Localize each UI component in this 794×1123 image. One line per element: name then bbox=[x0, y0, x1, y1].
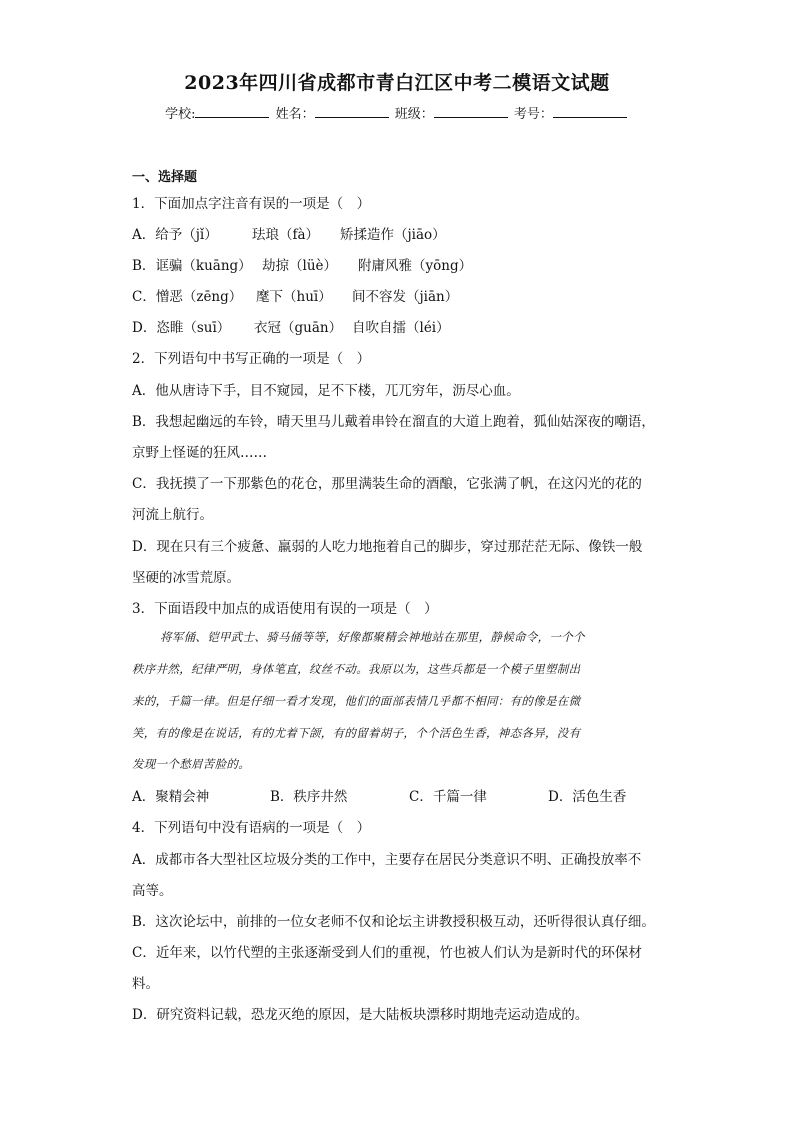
q3-options bbox=[132, 785, 626, 805]
q4-option-a-line1: A．成都市各大型社区垃圾分类的工作中，主要存在居民分类意识不明、正确投放率不 bbox=[132, 852, 642, 868]
q3-option-a: A．聚精会神 bbox=[132, 789, 210, 805]
q1-b-word2: 劫掠（lüè） bbox=[262, 258, 338, 274]
q2-option-c-line2: 河流上航行。 bbox=[132, 507, 213, 523]
q4-option-d: D．研究资料记载，恐龙灭绝的原因，是大陆板块漂移时期地壳运动造成的。 bbox=[132, 1007, 589, 1023]
q1-option-a bbox=[132, 223, 446, 243]
q3-passage-line2: 秩序井然，纪律严明，身体笔直，纹丝不动。我原以为，这些兵都是一个模子里塑制出 bbox=[132, 662, 581, 676]
q4-option-a-line2: 高等。 bbox=[132, 883, 173, 899]
q1-a-word2: 珐琅（fà） bbox=[252, 227, 320, 243]
q1-d-word3: 自吹自擂（léi） bbox=[352, 320, 450, 336]
q2-option-b-line1: B．我想起幽远的车铃，晴天里马儿戴着串铃在溜直的大道上跑着，狐仙姑深夜的嘲语， bbox=[132, 414, 655, 430]
class-blank[interactable] bbox=[434, 105, 508, 118]
q2-option-c-line1: C．我抚摸了一下那紫色的花仓，那里满装生命的酒酿，它张满了帆，在这闪光的花的 bbox=[132, 476, 642, 492]
q3-passage-line3: 来的，千篇一律。但是仔细一看才发现，他们的面部表情几乎都不相同：有的像是在微 bbox=[132, 694, 581, 708]
q1-a-word1: A．给予（jǐ） bbox=[132, 227, 218, 243]
q1-option-c bbox=[132, 285, 458, 305]
q2-option-a: A．他从唐诗下手，目不窥园，足不下楼，兀兀穷年，沥尽心血。 bbox=[132, 383, 520, 399]
q1-stem: 1．下面加点字注音有误的一项是（ ） bbox=[132, 196, 371, 212]
q4-stem: 4．下列语句中没有语病的一项是（ ） bbox=[132, 820, 371, 836]
student-info-row bbox=[0, 103, 794, 122]
number-label: 考号： bbox=[513, 107, 553, 122]
q1-c-word1: C．憎恶（zēng） bbox=[132, 289, 243, 305]
number-blank[interactable] bbox=[553, 105, 627, 118]
q2-stem: 2．下列语句中书写正确的一项是（ ） bbox=[132, 351, 371, 367]
q1-b-word3: 附庸风雅（yōng） bbox=[358, 258, 473, 274]
q2-option-d-line2: 坚硬的冰雪荒原。 bbox=[132, 570, 240, 586]
q1-option-b bbox=[132, 254, 472, 274]
school-blank[interactable] bbox=[195, 105, 269, 118]
q1-a-word3: 矫揉造作（jiāo） bbox=[340, 227, 446, 243]
q4-option-c-line2: 料。 bbox=[132, 976, 159, 992]
q3-option-b: B．秩序井然 bbox=[270, 789, 348, 805]
name-blank[interactable] bbox=[315, 105, 389, 118]
q3-option-d: D．活色生香 bbox=[548, 789, 627, 805]
q3-passage-line5: 发现一个愁眉苦脸的。 bbox=[132, 757, 250, 771]
q1-b-word1: B．诓骗（kuāng） bbox=[132, 258, 252, 274]
school-label: 学校: bbox=[165, 107, 196, 122]
q4-option-c-line1: C．近年来，以竹代塑的主张逐渐受到人们的重视，竹也被人们认为是新时代的环保材 bbox=[132, 945, 642, 961]
q3-option-c: C．千篇一律 bbox=[409, 789, 487, 805]
q2-option-b-line2: 京野上怪诞的狂风…… bbox=[132, 445, 267, 461]
q2-option-d-line1: D．现在只有三个疲惫、羸弱的人吃力地拖着自己的脚步，穿过那茫茫无际、像铁一般 bbox=[132, 539, 643, 555]
class-label: 班级： bbox=[394, 107, 434, 122]
q3-stem: 3．下面语段中加点的成语使用有误的一项是（ ） bbox=[132, 601, 438, 617]
q3-passage-line1: 将军俑、铠甲武士、骑马俑等等，好像都聚精会神地站在那里，静候命令，一个个 bbox=[160, 630, 585, 644]
q1-option-d bbox=[132, 316, 450, 336]
page-title: 2023年四川省成都市青白江区中考二模语文试题 bbox=[184, 72, 610, 94]
q3-passage-line4: 笑，有的像是在说话，有的尤着下颌，有的留着胡子，个个活色生香，神态各异，没有 bbox=[132, 726, 581, 740]
name-label: 姓名： bbox=[275, 107, 315, 122]
q1-c-word2: 麾下（huī） bbox=[256, 289, 332, 305]
q1-d-word2: 衣冠（guān） bbox=[254, 320, 343, 336]
section-heading: 一、选择题 bbox=[132, 170, 198, 185]
q1-c-word3: 间不容发（jiān） bbox=[352, 289, 459, 305]
q1-d-word1: D．恣睢（suī） bbox=[132, 320, 231, 336]
q4-option-b: B．这次论坛中，前排的一位女老师不仅和论坛主讲教授积极互动，还听得很认真仔细。 bbox=[132, 914, 655, 930]
